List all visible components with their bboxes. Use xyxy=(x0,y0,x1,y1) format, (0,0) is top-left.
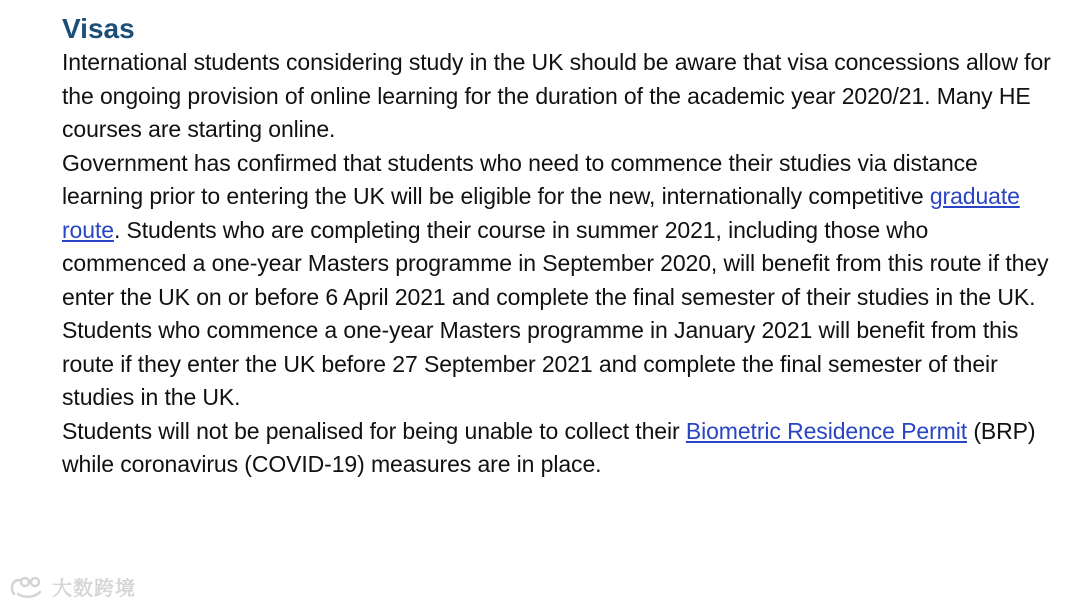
paragraph-text: Students will not be penalised for being unable to collect their xyxy=(62,417,686,444)
paragraph-brp xyxy=(62,415,1052,482)
watermark-text: 大数跨境 xyxy=(52,576,136,600)
watermark xyxy=(8,572,136,601)
section-title: Visas xyxy=(62,13,135,44)
paragraph-graduate-route xyxy=(62,147,1052,415)
paragraph-text: Government has confirmed that students who need to commence their studies via distance learning prior to entering the UK will be eligible for the new, internationally competitive xyxy=(62,149,978,209)
paragraph-text: . Students who are completing their course in summer 2021, including those who commenced a one-year Masters programme in September 2020, will benefit from this route if they enter the UK on or before 6 April 2021 and complete the final semester of their studies in the UK. Students who commence a one-year Masters programme in January 2021 will benefit from this route if they enter the UK before 27 September 2021 and complete the final semester of their studies in the UK. xyxy=(62,216,1049,410)
biometric-residence-permit-link[interactable]: Biometric Residence Permit xyxy=(685,417,968,444)
graduate-route-link[interactable]: graduate route xyxy=(62,183,1020,243)
paragraph-online-learning: International students considering study in the UK should be aware that visa concessions allow for the ongoing provision of online learning for the duration of the academic year 2020/21. Many HE courses are starting online. xyxy=(62,49,1051,142)
watermark-logo-icon xyxy=(8,574,46,600)
paragraph-text: (BRP) while coronavirus (COVID-19) measures are in place. xyxy=(62,417,1036,477)
visa-info-section xyxy=(62,12,1052,482)
